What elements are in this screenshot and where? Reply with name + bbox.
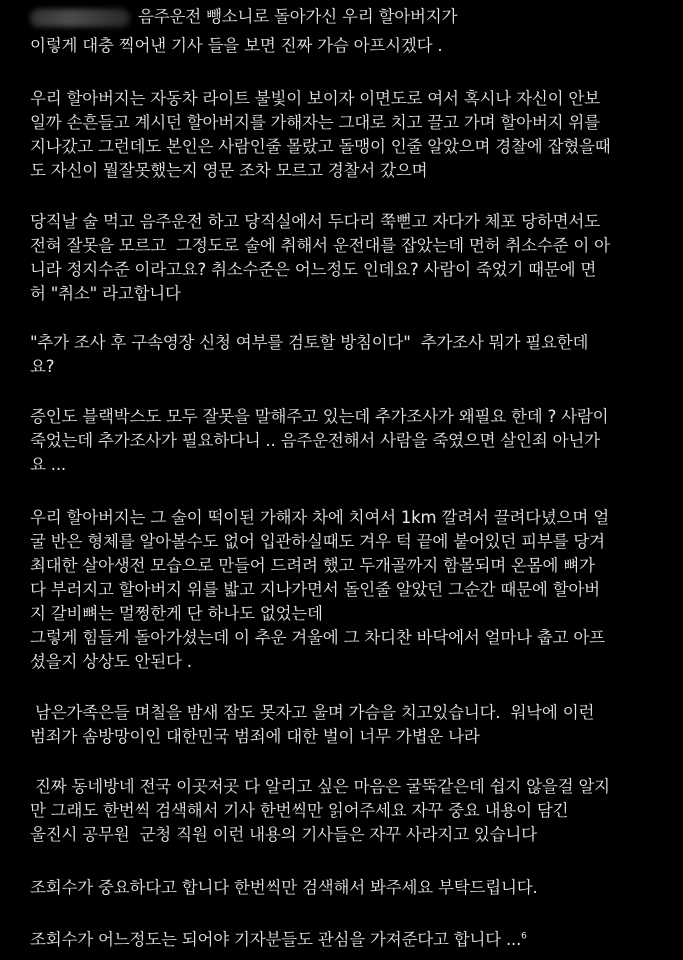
post-line: 요? bbox=[30, 357, 55, 376]
post-line: 전혀 잘못을 모르고 그정도로 술에 취해서 운전대를 잡았는데 면허 취소수준 이 아 bbox=[30, 236, 610, 255]
post-line: 지 갈비뼈는 멀쩡한게 단 하나도 없었는데 bbox=[30, 604, 323, 623]
post-line-last bbox=[30, 928, 527, 952]
blurred-author-name bbox=[30, 9, 130, 27]
post-line: 범죄가 솜방망이인 대한민국 범죄에 대한 벌이 너무 가볍운 나라 bbox=[30, 727, 480, 746]
post-line: 만 그래도 한번씩 검색해서 기사 한번씩만 읽어주세요 자꾸 중요 내용이 담긴 bbox=[30, 801, 569, 820]
post-line: 그렇게 힘들게 돌아가셨는데 이 추운 겨울에 그 차디찬 바닥에서 얼마나 춥고 아프 bbox=[30, 628, 605, 647]
post-line: 셨을지 상상도 안된다 . bbox=[30, 652, 192, 671]
post-line: 당직날 술 먹고 음주운전 하고 당직실에서 두다리 쭉뻗고 자다가 체포 당하면서도 bbox=[30, 212, 600, 231]
post-line: 증인도 블랙박스도 모두 잘못을 말해주고 있는데 추가조사가 왜필요 한데 ? 사람이 bbox=[30, 407, 609, 426]
post-line: 조회수가 중요하다고 합니다 한번씩만 검색해서 봐주세요 부탁드립니다. bbox=[30, 878, 538, 897]
post-line: 허 "취소" 라고합니다 bbox=[30, 284, 181, 303]
footnote-mark: 6 bbox=[521, 931, 527, 942]
post-line: 일까 손흔들고 계시던 할아버지를 가해자는 그대로 치고 끌고 가며 할아버지 위를 bbox=[30, 113, 600, 132]
post-line-text: 조회수가 어느정도는 되어야 기자분들도 관심을 가져준다고 합니다 ... bbox=[30, 930, 522, 949]
post-line: 죽었는데 추가조사가 필요하다니 .. 음주운전해서 사람을 죽였으면 살인죄 아닌가 bbox=[30, 431, 600, 450]
post-line: 남은가족은들 며칠을 밤새 잠도 못자고 울며 가슴을 치고있습니다. 워낙에 이런 bbox=[30, 703, 595, 722]
post-line: 요 ... bbox=[30, 455, 66, 474]
post-line: 진짜 동네방네 전국 이곳저곳 다 알리고 싶은 마음은 굴뚝같은데 쉽지 않을걸 알지 bbox=[30, 777, 610, 796]
post-line: 다 부러지고 할아버지 위를 밟고 지나가면서 돌인줄 알았던 그순간 때문에 할아버 bbox=[30, 580, 600, 599]
post-line: 굴 반은 형체를 알아볼수도 없어 입관하실때도 겨우 턱 끝에 붙어있던 피부를 당겨 bbox=[30, 532, 605, 551]
post-line: 울진시 공무원 군청 직원 이런 내용의 기사들은 자꾸 사라지고 있습니다 bbox=[30, 825, 537, 844]
post-line: 우리 할아버지는 자동차 라이트 불빛이 보이자 이면도로 여서 혹시나 자신이 안보 bbox=[30, 89, 600, 108]
post-line: 이렇게 대충 찍어낸 기사 들을 보면 진짜 가슴 아프시겠다 . bbox=[30, 36, 443, 55]
post-line: "추가 조사 후 구속영장 신청 여부를 검토할 방침이다" 추가조사 뭐가 필요한데 bbox=[30, 333, 589, 352]
post-line: 최대한 살아생전 모습으로 만들어 드려려 했고 두개골까지 함몰되며 온몸에 뼈가 bbox=[30, 556, 595, 575]
post-line: 음주운전 뺑소니로 돌아가신 우리 할아버지가 bbox=[138, 7, 458, 26]
post-line: 니라 정지수준 이라고요? 취소수준은 어느정도 인데요? 사람이 죽었기 때문에 면 bbox=[30, 260, 597, 279]
post-line: 우리 할아버지는 그 술이 떡이된 가해자 차에 치여서 1km 깔려서 끌려다녔으며 얼 bbox=[30, 508, 609, 527]
post-line: 도 자신이 뭘잘못했는지 영문 조차 모르고 경찰서 갔으며 bbox=[30, 161, 428, 180]
post-line: 지나갔고 그런데도 본인은 사람인줄 몰랐고 돌맹이 인줄 알았으며 경찰에 잡혔을때 bbox=[30, 137, 611, 156]
